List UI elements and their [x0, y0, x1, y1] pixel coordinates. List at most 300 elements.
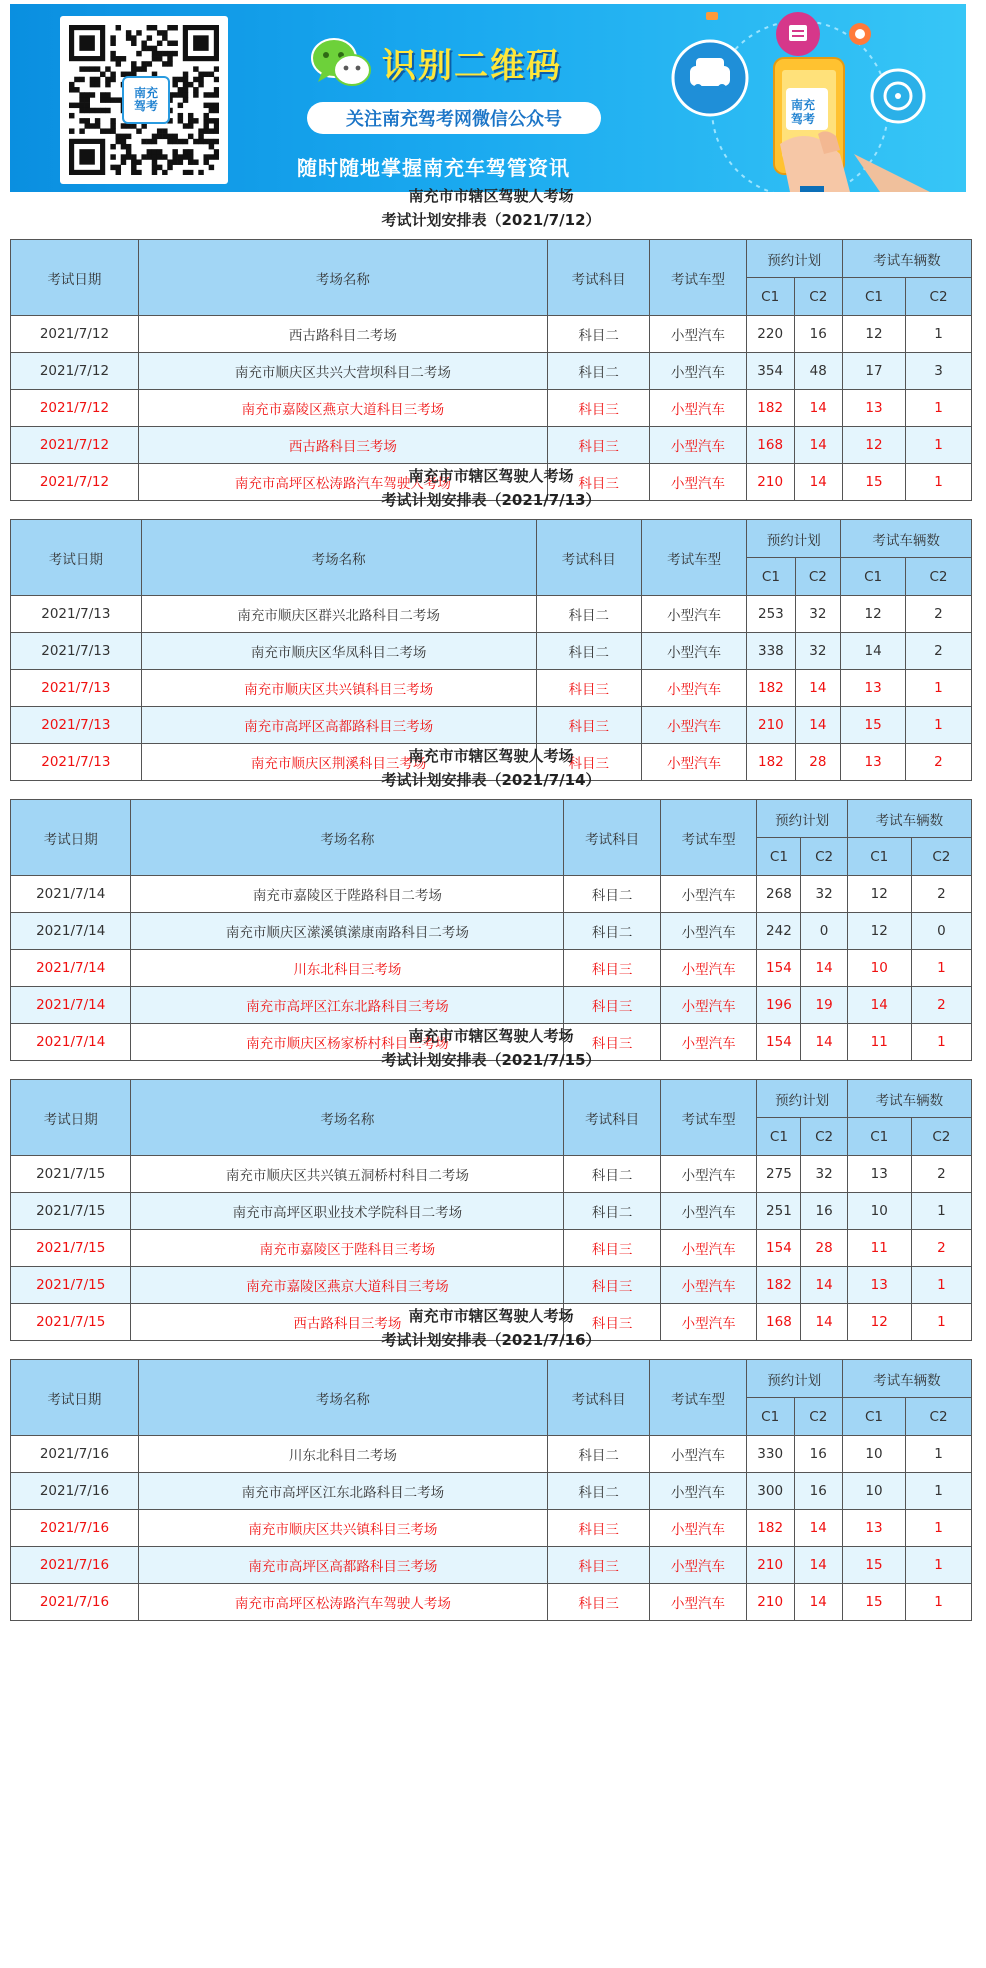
vehicle-type: 小型汽车 [660, 913, 757, 950]
header-venue: 考场名称 [131, 1080, 564, 1156]
vehicles-c1: 13 [847, 1267, 911, 1304]
header-car: 考试车型 [660, 1080, 757, 1156]
plan-c1: 210 [746, 1547, 794, 1584]
plan-c1: 220 [746, 316, 794, 353]
vehicle-type: 小型汽车 [650, 316, 746, 353]
vehicle-type: 小型汽车 [641, 670, 746, 707]
exam-subject: 科目三 [547, 1547, 650, 1584]
vehicles-c1: 11 [847, 1024, 911, 1061]
section-title: 南充市市辖区驾驶人考场 [408, 747, 574, 765]
vehicles-c1: 12 [841, 596, 906, 633]
table-row [11, 1230, 972, 1267]
plan-c1: 242 [757, 913, 801, 950]
vehicles-c1: 15 [842, 464, 905, 501]
table-row [11, 316, 972, 353]
plan-c2: 14 [794, 1510, 842, 1547]
phone-logo: 南充 驾考 [790, 98, 815, 126]
vehicles-c1: 10 [842, 1436, 905, 1473]
header-plan-c1: C1 [746, 278, 794, 316]
exam-subject: 科目三 [564, 987, 661, 1024]
header-vehicles: 考试车辆数 [847, 800, 971, 838]
table-row [11, 1156, 972, 1193]
venue-name: 川东北科目二考场 [138, 1436, 547, 1473]
header-plan: 预约计划 [757, 800, 847, 838]
plan-c2: 14 [795, 670, 841, 707]
section-title: 南充市市辖区驾驶人考场 [408, 187, 574, 205]
header-date: 考试日期 [11, 1080, 131, 1156]
vehicle-type: 小型汽车 [660, 987, 757, 1024]
schedule-table [10, 1079, 972, 1341]
vehicles-c2: 1 [906, 464, 972, 501]
table-row [11, 913, 972, 950]
header-date: 考试日期 [11, 520, 142, 596]
plan-c2: 28 [795, 744, 841, 781]
plan-c1: 182 [746, 390, 794, 427]
exam-date: 2021/7/12 [11, 427, 139, 464]
vehicles-c1: 14 [847, 987, 911, 1024]
schedule-table [10, 799, 972, 1061]
exam-date: 2021/7/12 [11, 316, 139, 353]
table-header-row [11, 1080, 972, 1118]
table-header-row [11, 800, 972, 838]
header-vehicles-c1: C1 [847, 838, 911, 876]
table-row [11, 427, 972, 464]
plan-c2: 14 [794, 464, 842, 501]
plan-c1: 182 [747, 744, 795, 781]
exam-date: 2021/7/13 [11, 596, 142, 633]
exam-subject: 科目三 [564, 1230, 661, 1267]
header-vehicles-c2: C2 [906, 278, 972, 316]
venue-name: 南充市顺庆区共兴镇科目三考场 [138, 1510, 547, 1547]
venue-name: 南充市嘉陵区燕京大道科目三考场 [131, 1267, 564, 1304]
header-plan: 预约计划 [746, 1360, 842, 1398]
exam-subject: 科目三 [564, 1267, 661, 1304]
exam-subject: 科目二 [547, 316, 650, 353]
follow-pill: 关注南充驾考网微信公众号 [307, 102, 601, 134]
vehicle-type: 小型汽车 [660, 1156, 757, 1193]
exam-date: 2021/7/15 [11, 1230, 131, 1267]
plan-c1: 196 [757, 987, 801, 1024]
vehicles-c2: 2 [905, 744, 971, 781]
exam-subject: 科目三 [547, 1584, 650, 1621]
exam-date: 2021/7/16 [11, 1436, 139, 1473]
vehicle-type: 小型汽车 [660, 1304, 757, 1341]
schedule-section [10, 1304, 972, 1621]
header-car: 考试车型 [641, 520, 746, 596]
venue-name: 南充市顺庆区潆溪镇潆康南路科目二考场 [131, 913, 564, 950]
section-title: 南充市市辖区驾驶人考场 [408, 1307, 574, 1325]
plan-c2: 16 [794, 1473, 842, 1510]
plan-c1: 210 [746, 464, 794, 501]
qr-logo: 南充 驾考 [122, 76, 170, 124]
plan-c2: 14 [794, 1547, 842, 1584]
vehicles-c1: 12 [842, 427, 905, 464]
vehicles-c1: 13 [841, 670, 906, 707]
exam-subject: 科目二 [536, 596, 641, 633]
vehicles-c2: 2 [911, 876, 971, 913]
header-plan-c2: C2 [794, 1398, 842, 1436]
plan-c1: 154 [757, 1230, 801, 1267]
venue-name: 南充市高坪区江东北路科目三考场 [131, 987, 564, 1024]
table-row [11, 1193, 972, 1230]
section-subtitle: 考试计划安排表（2021/7/16） [381, 1331, 601, 1349]
vehicles-c1: 12 [847, 876, 911, 913]
plan-c2: 14 [801, 1304, 847, 1341]
vehicle-type: 小型汽车 [650, 1584, 746, 1621]
plan-c1: 330 [746, 1436, 794, 1473]
schedule-section [10, 1024, 972, 1341]
table-header-row [11, 1360, 972, 1398]
header-vehicles: 考试车辆数 [842, 240, 971, 278]
header-plan-c2: C2 [801, 838, 847, 876]
vehicles-c2: 1 [906, 316, 972, 353]
plan-c2: 14 [801, 1024, 847, 1061]
schedule-section [10, 744, 972, 1061]
vehicles-c1: 10 [847, 950, 911, 987]
table-row [11, 390, 972, 427]
plan-c2: 32 [801, 1156, 847, 1193]
plan-c1: 154 [757, 1024, 801, 1061]
header-date: 考试日期 [11, 800, 131, 876]
table-header-row [11, 520, 972, 558]
schedule-section [10, 184, 972, 501]
exam-subject: 科目二 [564, 1156, 661, 1193]
vehicles-c1: 11 [847, 1230, 911, 1267]
vehicle-type: 小型汽车 [650, 464, 746, 501]
plan-c2: 14 [801, 1267, 847, 1304]
table-row [11, 1267, 972, 1304]
plan-c1: 182 [747, 670, 795, 707]
vehicles-c2: 2 [905, 633, 971, 670]
table-row [11, 670, 972, 707]
table-row [11, 876, 972, 913]
plan-c2: 32 [795, 596, 841, 633]
venue-name: 南充市嘉陵区于陛路科目二考场 [131, 876, 564, 913]
exam-date: 2021/7/13 [11, 633, 142, 670]
header-car: 考试车型 [650, 1360, 746, 1436]
section-subtitle: 考试计划安排表（2021/7/13） [381, 491, 601, 509]
exam-date: 2021/7/16 [11, 1473, 139, 1510]
vehicle-type: 小型汽车 [641, 744, 746, 781]
header-vehicles-c1: C1 [847, 1118, 911, 1156]
plan-c2: 14 [794, 390, 842, 427]
exam-subject: 科目三 [536, 670, 641, 707]
venue-name: 南充市顺庆区共兴镇科目三考场 [141, 670, 536, 707]
vehicles-c2: 1 [911, 950, 971, 987]
table-row [11, 1473, 972, 1510]
vehicle-type: 小型汽车 [650, 390, 746, 427]
vehicles-c2: 1 [906, 1510, 972, 1547]
header-plan-c1: C1 [757, 1118, 801, 1156]
vehicle-type: 小型汽车 [650, 1436, 746, 1473]
plan-c2: 16 [794, 1436, 842, 1473]
exam-date: 2021/7/15 [11, 1304, 131, 1341]
exam-date: 2021/7/16 [11, 1547, 139, 1584]
header-vehicles-c2: C2 [905, 558, 971, 596]
vehicles-c2: 1 [911, 1304, 971, 1341]
exam-date: 2021/7/14 [11, 876, 131, 913]
exam-subject: 科目三 [547, 427, 650, 464]
vehicle-type: 小型汽车 [660, 1230, 757, 1267]
header-plan: 预约计划 [747, 520, 841, 558]
plan-c1: 338 [747, 633, 795, 670]
vehicles-c2: 1 [905, 707, 971, 744]
header-vehicles: 考试车辆数 [847, 1080, 971, 1118]
plan-c2: 48 [794, 353, 842, 390]
plan-c1: 168 [757, 1304, 801, 1341]
plan-c2: 0 [801, 913, 847, 950]
exam-date: 2021/7/14 [11, 1024, 131, 1061]
plan-c2: 32 [801, 876, 847, 913]
exam-date: 2021/7/15 [11, 1267, 131, 1304]
vehicles-c2: 2 [911, 1156, 971, 1193]
vehicle-type: 小型汽车 [660, 1024, 757, 1061]
exam-subject: 科目三 [547, 464, 650, 501]
exam-date: 2021/7/16 [11, 1510, 139, 1547]
schedule-table [10, 1359, 972, 1621]
table-row [11, 987, 972, 1024]
vehicle-type: 小型汽车 [650, 1473, 746, 1510]
venue-name: 南充市顺庆区群兴北路科目二考场 [141, 596, 536, 633]
exam-subject: 科目三 [564, 950, 661, 987]
header-vehicles-c1: C1 [842, 278, 905, 316]
section-subtitle: 考试计划安排表（2021/7/14） [381, 771, 601, 789]
header-venue: 考场名称 [138, 240, 547, 316]
header-car: 考试车型 [660, 800, 757, 876]
header-subject: 考试科目 [564, 800, 661, 876]
vehicles-c2: 3 [906, 353, 972, 390]
plan-c1: 300 [746, 1473, 794, 1510]
table-row [11, 596, 972, 633]
vehicles-c1: 13 [842, 390, 905, 427]
plan-c2: 14 [795, 707, 841, 744]
table-row [11, 1547, 972, 1584]
plan-c2: 16 [801, 1193, 847, 1230]
exam-subject: 科目三 [564, 1304, 661, 1341]
vehicles-c2: 1 [905, 670, 971, 707]
plan-c1: 268 [757, 876, 801, 913]
section-title: 南充市市辖区驾驶人考场 [408, 467, 574, 485]
header-plan-c2: C2 [794, 278, 842, 316]
exam-subject: 科目三 [547, 390, 650, 427]
vehicles-c1: 12 [842, 316, 905, 353]
header-plan: 预约计划 [746, 240, 842, 278]
plan-c1: 275 [757, 1156, 801, 1193]
venue-name: 南充市高坪区江东北路科目二考场 [138, 1473, 547, 1510]
exam-subject: 科目三 [564, 1024, 661, 1061]
qr-code [60, 16, 228, 184]
exam-subject: 科目二 [547, 1436, 650, 1473]
plan-c2: 14 [801, 950, 847, 987]
header-vehicles-c1: C1 [841, 558, 906, 596]
exam-date: 2021/7/13 [11, 707, 142, 744]
table-header-row [11, 240, 972, 278]
vehicles-c2: 1 [906, 1436, 972, 1473]
schedule-section [10, 464, 972, 781]
vehicles-c2: 2 [911, 1230, 971, 1267]
banner-title: 识别二维码 [382, 46, 562, 86]
venue-name: 西古路科目三考场 [131, 1304, 564, 1341]
vehicles-c1: 15 [842, 1547, 905, 1584]
header-plan-c1: C1 [747, 558, 795, 596]
vehicle-type: 小型汽车 [660, 1193, 757, 1230]
schedule-table [10, 519, 972, 781]
venue-name: 川东北科目三考场 [131, 950, 564, 987]
exam-subject: 科目二 [536, 633, 641, 670]
venue-name: 南充市高坪区职业技术学院科目二考场 [131, 1193, 564, 1230]
schedule-table [10, 239, 972, 501]
exam-subject: 科目二 [547, 353, 650, 390]
exam-date: 2021/7/13 [11, 670, 142, 707]
vehicles-c2: 1 [911, 1267, 971, 1304]
exam-date: 2021/7/14 [11, 987, 131, 1024]
plan-c2: 32 [795, 633, 841, 670]
header-vehicles: 考试车辆数 [842, 1360, 971, 1398]
vehicle-type: 小型汽车 [660, 876, 757, 913]
banner-subtitle: 随时随地掌握南充车驾管资讯 [297, 156, 570, 180]
plan-c1: 354 [746, 353, 794, 390]
vehicles-c1: 17 [842, 353, 905, 390]
section-title: 南充市市辖区驾驶人考场 [408, 1027, 574, 1045]
vehicle-type: 小型汽车 [641, 633, 746, 670]
plan-c2: 28 [801, 1230, 847, 1267]
header-vehicles-c2: C2 [911, 1118, 971, 1156]
header-plan: 预约计划 [757, 1080, 847, 1118]
venue-name: 南充市嘉陵区燕京大道科目三考场 [138, 390, 547, 427]
vehicles-c2: 1 [906, 1473, 972, 1510]
header-vehicles-c2: C2 [906, 1398, 972, 1436]
venue-name: 南充市顺庆区荆溪科目三考场 [141, 744, 536, 781]
venue-name: 南充市顺庆区华凤科目二考场 [141, 633, 536, 670]
table-row [11, 950, 972, 987]
vehicles-c1: 13 [841, 744, 906, 781]
header-vehicles: 考试车辆数 [841, 520, 972, 558]
table-row [11, 707, 972, 744]
vehicles-c2: 1 [906, 1547, 972, 1584]
exam-date: 2021/7/15 [11, 1193, 131, 1230]
vehicles-c2: 1 [906, 390, 972, 427]
section-subtitle: 考试计划安排表（2021/7/15） [381, 1051, 601, 1069]
header-venue: 考场名称 [138, 1360, 547, 1436]
header-plan-c2: C2 [795, 558, 841, 596]
section-subtitle: 考试计划安排表（2021/7/12） [381, 211, 601, 229]
vehicles-c2: 1 [911, 1193, 971, 1230]
header-date: 考试日期 [11, 240, 139, 316]
venue-name: 南充市顺庆区共兴大营坝科目二考场 [138, 353, 547, 390]
vehicles-c1: 10 [842, 1473, 905, 1510]
header-subject: 考试科目 [547, 1360, 650, 1436]
vehicles-c1: 14 [841, 633, 906, 670]
exam-subject: 科目二 [564, 876, 661, 913]
exam-date: 2021/7/12 [11, 353, 139, 390]
venue-name: 南充市高坪区高都路科目三考场 [138, 1547, 547, 1584]
exam-subject: 科目三 [536, 744, 641, 781]
table-row [11, 1584, 972, 1621]
exam-date: 2021/7/13 [11, 744, 142, 781]
plan-c1: 251 [757, 1193, 801, 1230]
exam-subject: 科目二 [547, 1473, 650, 1510]
vehicle-type: 小型汽车 [650, 427, 746, 464]
plan-c1: 253 [747, 596, 795, 633]
vehicles-c1: 13 [847, 1156, 911, 1193]
vehicles-c1: 15 [842, 1584, 905, 1621]
plan-c1: 154 [757, 950, 801, 987]
header-subject: 考试科目 [547, 240, 650, 316]
vehicle-type: 小型汽车 [660, 950, 757, 987]
header-vehicles-c1: C1 [842, 1398, 905, 1436]
vehicles-c2: 0 [911, 913, 971, 950]
vehicles-c1: 13 [842, 1510, 905, 1547]
header-subject: 考试科目 [536, 520, 641, 596]
plan-c1: 182 [757, 1267, 801, 1304]
exam-subject: 科目二 [564, 1193, 661, 1230]
vehicles-c2: 1 [911, 1024, 971, 1061]
exam-subject: 科目三 [547, 1510, 650, 1547]
qr-banner[interactable] [10, 4, 966, 192]
plan-c1: 168 [746, 427, 794, 464]
plan-c2: 19 [801, 987, 847, 1024]
venue-name: 南充市高坪区高都路科目三考场 [141, 707, 536, 744]
vehicles-c2: 1 [906, 1584, 972, 1621]
exam-date: 2021/7/14 [11, 950, 131, 987]
header-venue: 考场名称 [131, 800, 564, 876]
venue-name: 南充市高坪区松涛路汽车驾驶人考场 [138, 464, 547, 501]
header-plan-c1: C1 [746, 1398, 794, 1436]
venue-name: 西古路科目三考场 [138, 427, 547, 464]
plan-c2: 14 [794, 427, 842, 464]
vehicles-c2: 2 [911, 987, 971, 1024]
plan-c2: 16 [794, 316, 842, 353]
vehicle-type: 小型汽车 [650, 353, 746, 390]
table-row [11, 1510, 972, 1547]
vehicle-type: 小型汽车 [650, 1510, 746, 1547]
vehicles-c2: 1 [906, 427, 972, 464]
vehicle-type: 小型汽车 [650, 1547, 746, 1584]
exam-subject: 科目二 [564, 913, 661, 950]
wechat-icon [310, 34, 374, 94]
vehicles-c2: 2 [905, 596, 971, 633]
header-plan-c1: C1 [757, 838, 801, 876]
header-subject: 考试科目 [564, 1080, 661, 1156]
exam-date: 2021/7/12 [11, 390, 139, 427]
venue-name: 南充市高坪区松涛路汽车驾驶人考场 [138, 1584, 547, 1621]
exam-date: 2021/7/16 [11, 1584, 139, 1621]
header-venue: 考场名称 [141, 520, 536, 596]
venue-name: 西古路科目二考场 [138, 316, 547, 353]
vehicles-c1: 10 [847, 1193, 911, 1230]
exam-date: 2021/7/15 [11, 1156, 131, 1193]
plan-c1: 210 [747, 707, 795, 744]
vehicles-c1: 12 [847, 1304, 911, 1341]
venue-name: 南充市顺庆区杨家桥村科目三考场 [131, 1024, 564, 1061]
exam-date: 2021/7/12 [11, 464, 139, 501]
venue-name: 南充市顺庆区共兴镇五洞桥村科目二考场 [131, 1156, 564, 1193]
plan-c1: 210 [746, 1584, 794, 1621]
table-row [11, 1436, 972, 1473]
vehicle-type: 小型汽车 [641, 596, 746, 633]
plan-c2: 14 [794, 1584, 842, 1621]
vehicles-c1: 12 [847, 913, 911, 950]
header-car: 考试车型 [650, 240, 746, 316]
header-vehicles-c2: C2 [911, 838, 971, 876]
vehicle-type: 小型汽车 [641, 707, 746, 744]
venue-name: 南充市嘉陵区于陛科目三考场 [131, 1230, 564, 1267]
table-row [11, 633, 972, 670]
vehicle-type: 小型汽车 [660, 1267, 757, 1304]
plan-c1: 182 [746, 1510, 794, 1547]
table-row [11, 353, 972, 390]
exam-subject: 科目三 [536, 707, 641, 744]
